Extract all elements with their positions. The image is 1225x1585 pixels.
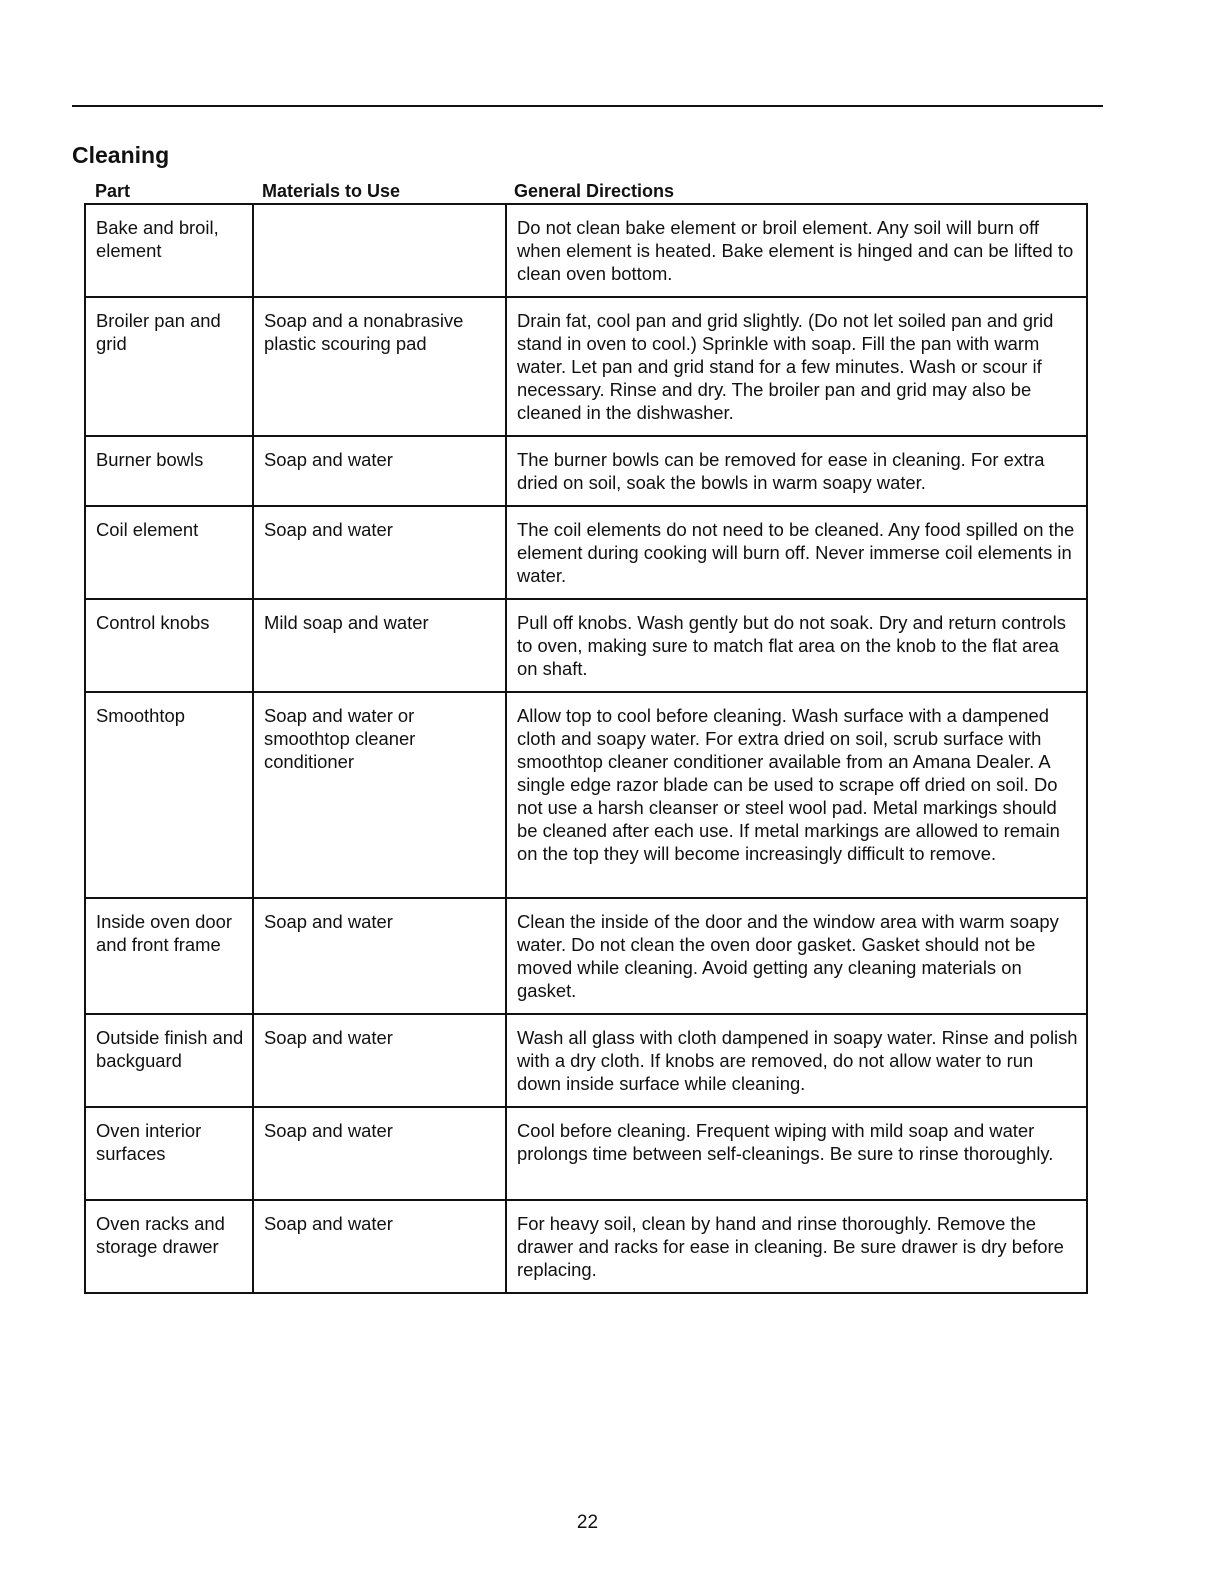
part-cell: Smoothtop bbox=[85, 692, 253, 898]
part-cell: Bake and broil, element bbox=[85, 204, 253, 297]
part-cell: Oven racks and storage drawer bbox=[85, 1200, 253, 1293]
materials-cell: Soap and water bbox=[253, 898, 506, 1014]
column-header-part: Part bbox=[95, 181, 131, 201]
directions-cell: For heavy soil, clean by hand and rinse thoroughly. Remove the drawer and racks for ease in cleaning. Be sure drawer is dry before replacing. bbox=[506, 1200, 1087, 1293]
directions-cell: The coil elements do not need to be cleaned. Any food spilled on the element during cooking will burn off. Never immerse coil elements in water. bbox=[506, 506, 1087, 599]
materials-cell bbox=[253, 204, 506, 297]
table-row bbox=[85, 506, 1087, 599]
materials-cell: Soap and water bbox=[253, 436, 506, 506]
table-row bbox=[85, 436, 1087, 506]
materials-cell: Mild soap and water bbox=[253, 599, 506, 692]
part-cell: Control knobs bbox=[85, 599, 253, 692]
column-header-materials: Materials to Use bbox=[262, 181, 401, 201]
part-cell: Burner bowls bbox=[85, 436, 253, 506]
part-cell: Coil element bbox=[85, 506, 253, 599]
directions-cell: Cool before cleaning. Frequent wiping with mild soap and water prolongs time between self-cleanings. Be sure to rinse thoroughly. bbox=[506, 1107, 1087, 1200]
directions-cell: Allow top to cool before cleaning. Wash surface with a dampened cloth and soapy water. For extra dried on soil, scrub surface with smoothtop cleaner conditioner available from an Amana Dealer. A single edge razor blade can be used to scrape off dried on soil. Do not use a harsh cleanser or steel wool pad. Metal markings should be cleaned after each use. If metal markings are allowed to remain on the top they will become increasingly difficult to remove. bbox=[506, 692, 1087, 898]
materials-cell: Soap and water bbox=[253, 506, 506, 599]
page-number: 22 bbox=[576, 1512, 599, 1533]
section-title: Cleaning bbox=[72, 142, 170, 168]
table-row bbox=[85, 599, 1087, 692]
materials-cell: Soap and a nonabrasive plastic scouring pad bbox=[253, 297, 506, 436]
table-row bbox=[85, 204, 1087, 297]
column-header-directions: General Directions bbox=[514, 181, 675, 201]
cleaning-table bbox=[84, 203, 1088, 1294]
directions-cell: Drain fat, cool pan and grid slightly. (Do not let soiled pan and grid stand in oven to cool.) Sprinkle with soap. Fill the pan with warm water. Let pan and grid stand for a few minutes. Wash or scour if necessary. Rinse and dry. The broiler pan and grid may also be cleaned in the dishwasher. bbox=[506, 297, 1087, 436]
materials-cell: Soap and water bbox=[253, 1107, 506, 1200]
table-row bbox=[85, 692, 1087, 898]
directions-cell: Pull off knobs. Wash gently but do not soak. Dry and return controls to oven, making sure to match flat area on the knob to the flat area on shaft. bbox=[506, 599, 1087, 692]
table-row bbox=[85, 1014, 1087, 1107]
table-row bbox=[85, 297, 1087, 436]
directions-cell: Do not clean bake element or broil element. Any soil will burn off when element is heated. Bake element is hinged and can be lifted to clean oven bottom. bbox=[506, 204, 1087, 297]
part-cell: Broiler pan and grid bbox=[85, 297, 253, 436]
part-cell: Outside finish and backguard bbox=[85, 1014, 253, 1107]
part-cell: Inside oven door and front frame bbox=[85, 898, 253, 1014]
directions-cell: The burner bowls can be removed for ease in cleaning. For extra dried on soil, soak the bowls in warm soapy water. bbox=[506, 436, 1087, 506]
materials-cell: Soap and water bbox=[253, 1200, 506, 1293]
directions-cell: Wash all glass with cloth dampened in soapy water. Rinse and polish with a dry cloth. If knobs are removed, do not allow water to run down inside surface while cleaning. bbox=[506, 1014, 1087, 1107]
materials-cell: Soap and water or smoothtop cleaner conditioner bbox=[253, 692, 506, 898]
top-divider-rule bbox=[72, 105, 1103, 107]
table-row bbox=[85, 1200, 1087, 1293]
table-row bbox=[85, 898, 1087, 1014]
materials-cell: Soap and water bbox=[253, 1014, 506, 1107]
part-cell: Oven interior surfaces bbox=[85, 1107, 253, 1200]
table-row bbox=[85, 1107, 1087, 1200]
directions-cell: Clean the inside of the door and the window area with warm soapy water. Do not clean the oven door gasket. Gasket should not be moved while cleaning. Avoid getting any cleaning materials on gasket. bbox=[506, 898, 1087, 1014]
